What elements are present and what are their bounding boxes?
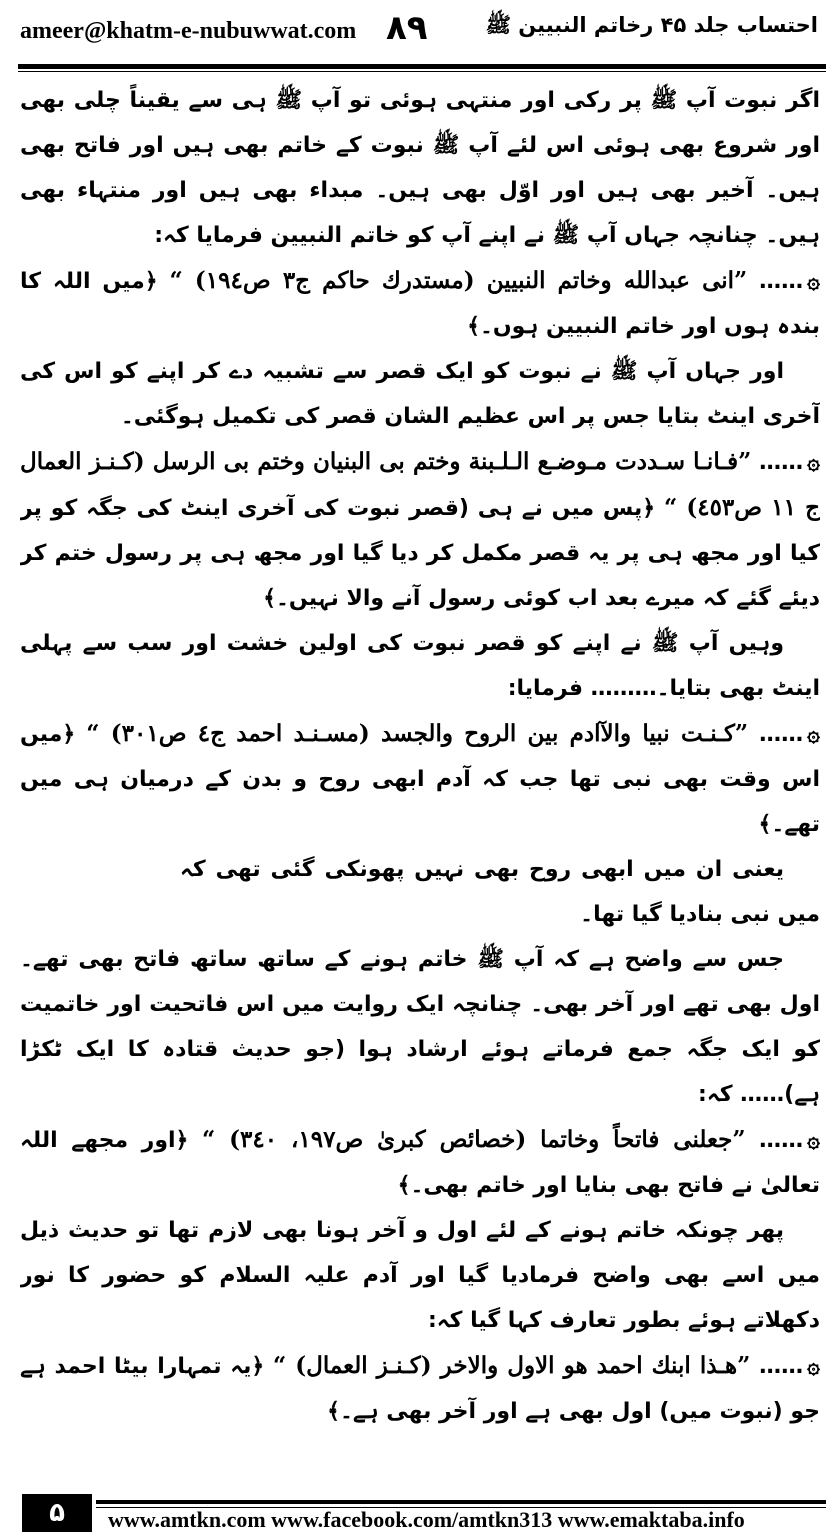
arabic-quote: ”فـانـا سـددت مـوضـع الـلـبنة وختم بی البنیان وختم بی الرسل (كـنـز العمال ج ١١ ص٤٥٣) “ xyxy=(20,448,820,521)
header-rule-thick xyxy=(18,64,826,69)
quote-translation: ﴿میں اس وقت بھی نبی تھا جب کہ آدم ابھی روح و بدن کے درمیان ہی میں تھے۔﴾ xyxy=(20,722,820,837)
paragraph xyxy=(20,621,820,711)
paragraph xyxy=(20,1208,820,1343)
arabic-quote: ”كـنـت نبیا والآادم بین الروح والجسد (مسـنـد احمد ج٤ ص٣٠١) “ xyxy=(86,720,749,747)
leader-dots: …… xyxy=(759,450,804,475)
page-body xyxy=(20,78,820,1458)
quote-paragraph xyxy=(20,439,820,621)
header-rule-thin xyxy=(18,71,826,72)
header-email: ameer@khatm-e-nubuwwat.com xyxy=(20,18,357,44)
arabic-quote: ”هـذا ابنك احمد هو الاول والاخر (كـنـز العمال) “ xyxy=(273,1352,751,1379)
leader-dots: …… xyxy=(759,1354,804,1379)
header-book-title: احتساب جلد ۴۵ رخاتم النبیین ﷺ xyxy=(485,13,818,37)
flower-icon: ۞ xyxy=(807,722,820,747)
quote-paragraph xyxy=(20,1343,820,1434)
paragraph-text: پھر چونکہ خاتم ہونے کے لئے اول و آخر ہونا بھی لازم تھا تو حدیث ذیل میں اسے بھی واضح فرمادیا گیا اور آدم علیہ السلام کو حضور کا نور دکھلاتے ہوئے بطور تعارف کہا گیا کہ: xyxy=(20,1218,820,1333)
footer-page-box: ۵ xyxy=(22,1494,92,1532)
quote-translation: ﴿یہ تمہارا بیٹا احمد ہے جو (نبوت میں) اول بھی ہے اور آخر بھی ہے۔﴾ xyxy=(20,1354,820,1424)
arabic-quote: ”جعلنی فاتحاً وخاتما (خصائص كبریٰ ص١٩٧، ٣٤٠) “ xyxy=(202,1126,746,1153)
leader-dots: …… xyxy=(759,722,804,747)
paragraph-text: اگر نبوت آپ ﷺ پر رکی اور منتہی ہوئی تو آپ ﷺ ہی سے یقیناً چلی بھی اور شروع بھی ہوئی اس لئے آپ ﷺ نبوت کے خاتم بھی ہیں اور فاتح بھی ہیں۔ آخیر بھی ہیں اور اوّل بھی ہیں۔ مبداء بھی ہیں اور منتہاء بھی ہیں۔ چنانچہ جہاں آپ ﷺ نے اپنے آپ کو خاتم النبیین فرمایا کہ: xyxy=(20,88,820,248)
leader-dots: …… xyxy=(759,1128,804,1153)
flower-icon: ۞ xyxy=(807,450,820,475)
quote-paragraph xyxy=(20,1117,820,1208)
paragraph-text: اور جہاں آپ ﷺ نے نبوت کو ایک قصر سے تشبیہ دے کر اپنے کو اس کی آخری اینٹ بتایا جس پر اس عظیم الشان قصر کی تکمیل ہوگئی۔ xyxy=(20,359,820,429)
flower-icon: ۞ xyxy=(807,1128,820,1153)
quote-translation: ﴿میں اللہ کا بندہ ہوں اور خاتم النبیین ہوں۔﴾ xyxy=(20,269,820,339)
quote-paragraph xyxy=(20,258,820,349)
footer-rule-thick xyxy=(96,1500,826,1504)
flower-icon: ۞ xyxy=(807,1354,820,1379)
footer-urls: www.amtkn.com www.facebook.com/amtkn313 www.emaktaba.info xyxy=(108,1507,745,1532)
flower-icon: ۞ xyxy=(807,269,820,294)
paragraph xyxy=(20,847,820,937)
paragraph-text: یعنی ان میں ابھی روح بھی نہیں پھونکی گئی تھی کہ میں نبی بنادیا گیا تھا۔ xyxy=(180,857,820,927)
paragraph xyxy=(20,349,820,439)
quote-paragraph xyxy=(20,711,820,847)
paragraph xyxy=(20,937,820,1117)
paragraph xyxy=(20,78,820,258)
leader-dots: …… xyxy=(759,269,804,294)
quote-translation: ﴿پس میں نے ہی (قصر نبوت کی آخری اینٹ کی جگہ کو پر کیا اور مجھ ہی پر یہ قصر مکمل کر دیا گیا اور مجھ ہی پر رسول ختم کر دیئے گئے کہ میرے بعد اب کوئی رسول آنے والا نہیں۔﴾ xyxy=(20,496,820,611)
arabic-quote: ”انی عبدالله وخاتم النبیین (مستدرك حاكم ج٣ ص١٩٤) “ xyxy=(169,267,748,294)
quote-translation: ﴿اور مجھے اللہ تعالیٰ نے فاتح بھی بنایا اور خاتم بھی۔﴾ xyxy=(20,1128,820,1198)
paragraph-text: جس سے واضح ہے کہ آپ ﷺ خاتم ہونے کے ساتھ ساتھ فاتح بھی تھے۔ اول بھی تھے اور آخر بھی۔ چنانچہ ایک روایت میں اس فاتحیت اور خاتمیت کو ایک جگہ جمع فرماتے ہوئے ارشاد ہوا (جو حدیث قتادہ کا ایک ٹکڑا ہے)…… کہ: xyxy=(20,947,820,1107)
header-page-number: ۸۹ xyxy=(386,8,428,48)
paragraph-text: وہیں آپ ﷺ نے اپنے کو قصر نبوت کی اولین خشت اور سب سے پہلی اینٹ بھی بتایا۔……… فرمایا: xyxy=(20,631,820,701)
